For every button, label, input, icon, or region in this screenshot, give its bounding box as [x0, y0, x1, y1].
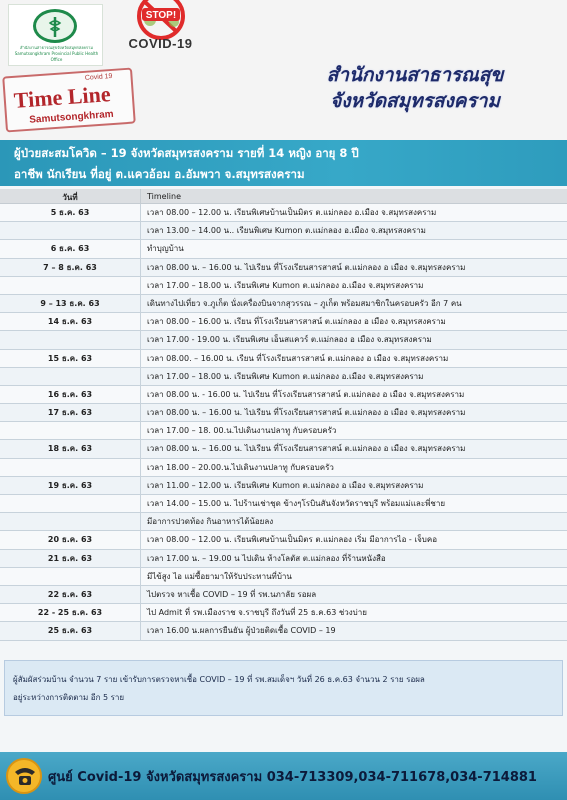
column-header-timeline: Timeline — [140, 189, 181, 204]
table-row — [0, 222, 567, 240]
row-timeline-text: เวลา 08.00 – 12.00 น. เรียนพิเศษบ้านเป็นมิตร ต.แม่กลอง อ.เมือง จ.สมุทรสงคราม — [140, 204, 567, 221]
row-date: 20 ธ.ค. 63 — [47, 535, 93, 545]
row-timeline-text: เวลา 13.00 – 14.00 น.. เรียนพิเศษ Kumon ต.แม่กลอง อ.เมือง จ.สมุทรสงคราม — [140, 222, 567, 239]
row-timeline-text: เวลา 08.00 น. – 16.00 น. ไปเรียน ที่โรงเรียนสารสาสน์ ต.แม่กลอง อ เมือง จ.สมุทรสงคราม — [140, 440, 567, 457]
row-date — [0, 568, 140, 585]
table-row — [0, 240, 567, 258]
row-date: 9 – 13 ธ.ค. 63 — [40, 298, 100, 308]
org-title-line1: สำนักงานสาธารณสุข — [326, 64, 504, 86]
org-title-line2: จังหวัดสมุทรสงคราม — [330, 90, 500, 112]
page-footer — [0, 752, 567, 800]
row-timeline-text: เวลา 11.00 – 12.00 น. เรียนพิเศษ Kumon ต.แม่กลอง อ เมือง จ.สมุทรสงคราม — [140, 477, 567, 494]
row-timeline-text: เดินทางไปเที่ยว จ.ภูเก็ต นั่งเครื่องบินจากสุวรรณ – ภูเก็ต พร้อมสมาชิกในครอบครัว อีก 7 คน — [140, 295, 567, 312]
table-row — [0, 604, 567, 622]
patient-info-banner — [0, 140, 567, 186]
contact-summary — [4, 660, 563, 716]
table-row — [0, 495, 567, 513]
table-row — [0, 622, 567, 640]
row-timeline-text: เวลา 08.00 – 12.00 น. เรียนพิเศษบ้านเป็นมิตร ต.แม่กลอง เริ่ม มีอาการไอ - เจ็บคอ — [140, 531, 567, 548]
row-date: 19 ธ.ค. 63 — [47, 480, 93, 490]
timeline-badge — [2, 68, 136, 133]
row-date — [0, 277, 140, 294]
summary-line2: อยู่ระหว่างการติดตาม อีก 5 ราย — [13, 693, 125, 702]
table-row — [0, 586, 567, 604]
timeline-table — [0, 189, 567, 641]
health-office-logo — [8, 4, 103, 66]
row-date: 22 - 25 ธ.ค. 63 — [37, 608, 103, 618]
row-date — [0, 422, 140, 439]
patient-info-line1: ผู้ป่วยสะสมโควิด – 19 จังหวัดสมุทรสงคราม รายที่ 14 หญิง อายุ 8 ปี — [14, 146, 359, 160]
row-date: 14 ธ.ค. 63 — [47, 317, 93, 327]
table-row — [0, 313, 567, 331]
hotline-text: ศูนย์ Covid-19 จังหวัดสมุทรสงคราม 034-713309,034-711678,034-714881 — [48, 770, 537, 785]
org-title — [270, 62, 560, 114]
table-row — [0, 350, 567, 368]
row-date: 21 ธ.ค. 63 — [47, 553, 93, 563]
health-emblem-icon — [33, 9, 77, 43]
row-date: 7 – 8 ธ.ค. 63 — [43, 262, 97, 272]
row-timeline-text: เวลา 18.00 – 20.00.น.ไปเดินงานปลาทู กับครอบครัว — [140, 459, 567, 476]
row-timeline-text: เวลา 17.00 - 19.00 น. เรียนพิเศษ เอ็นสแควร์ ต.แม่กลอง อ เมือง จ.สมุทรสงคราม — [140, 331, 567, 348]
row-date: 22 ธ.ค. 63 — [47, 589, 93, 599]
row-date: 17 ธ.ค. 63 — [47, 408, 93, 418]
table-row — [0, 259, 567, 277]
timeline-badge-small: Covid 19 — [84, 72, 113, 82]
row-timeline-text: เวลา 17.00 น. – 19.00 น ไปเดิน ห้างโลตัส ต.แม่กลอง ที่ร้านหนังสือ — [140, 550, 567, 567]
table-row — [0, 331, 567, 349]
table-row — [0, 295, 567, 313]
patient-info-line2: อาชีพ นักเรียน ที่อยู่ ต.แควอ้อม อ.อัมพวา จ.สมุทรสงคราม — [14, 167, 305, 181]
table-row — [0, 477, 567, 495]
timeline-badge-main: Time Line — [13, 81, 112, 113]
row-timeline-text: เวลา 08.00 น. – 16.00 น. ไปเรียน ที่โรงเรียนสารสาสน์ ต.แม่กลอง อ เมือง จ.สมุทรสงคราม — [140, 404, 567, 421]
page-header — [0, 0, 567, 140]
table-row — [0, 440, 567, 458]
phone-icon — [6, 758, 42, 794]
row-timeline-text: ไป Admit ที่ รพ.เมืองราช จ.ราชบุรี ถึงวันที่ 25 ธ.ค.63 ช่วงบ่าย — [140, 604, 567, 621]
table-row — [0, 550, 567, 568]
row-date: 16 ธ.ค. 63 — [47, 389, 93, 399]
table-header — [0, 189, 567, 204]
timeline-badge-sub: Samutsongkhram — [28, 108, 114, 126]
table-row — [0, 368, 567, 386]
row-date: 6 ธ.ค. 63 — [50, 244, 90, 254]
row-timeline-text: เวลา 17.00 – 18.00 น. เรียนพิเศษ Kumon ต.แม่กลอง อ.เมือง จ.สมุทรสงคราม — [140, 368, 567, 385]
row-timeline-text: ทำบุญบ้าน — [140, 240, 567, 257]
row-timeline-text: เวลา 17.00 – 18. 00.น.ไปเดินงานปลาทู กับครอบครัว — [140, 422, 567, 439]
table-row — [0, 422, 567, 440]
table-row — [0, 568, 567, 586]
row-timeline-text: เวลา 14.00 – 15.00 น. ไปร้านเช่าชุด ข้างๆโรบินสันจังหวัดราชบุรี พร้อมแม่และพี่ชาย — [140, 495, 567, 512]
row-date — [0, 513, 140, 530]
column-header-date: วันที่ — [62, 193, 78, 202]
row-timeline-text: มีอาการปวดท้อง กินอาหารได้น้อยลง — [140, 513, 567, 530]
covid-label: COVID-19 — [128, 36, 193, 51]
table-row — [0, 404, 567, 422]
table-row — [0, 531, 567, 549]
row-timeline-text: มีไข้สูง ไอ แม่ซื้อยามาให้รับประทานที่บ้าน — [140, 568, 567, 585]
table-row — [0, 459, 567, 477]
row-date — [0, 495, 140, 512]
row-timeline-text: ไปตรวจ หาเชื้อ COVID – 19 ที่ รพ.นภาลัย รอผล — [140, 586, 567, 603]
row-timeline-text: เวลา 16.00 น.ผลการยืนยัน ผู้ป่วยติดเชื้อ COVID – 19 — [140, 622, 567, 639]
row-timeline-text: เวลา 08.00 น. – 16.00 น. ไปเรียน ที่โรงเรียนสารสาสน์ ต.แม่กลอง อ เมือง จ.สมุทรสงคราม — [140, 259, 567, 276]
row-date — [0, 368, 140, 385]
row-date — [0, 459, 140, 476]
stop-covid-graphic — [112, 0, 210, 40]
table-body — [0, 204, 567, 641]
table-row — [0, 513, 567, 531]
table-row — [0, 204, 567, 222]
row-timeline-text: เวลา 08.00. – 16.00 น. เรียน ที่โรงเรียนสารสาสน์ ต.แม่กลอง อ เมือง จ.สมุทรสงคราม — [140, 350, 567, 367]
table-row — [0, 386, 567, 404]
logo-caption: สำนักงานสาธารณสุขจังหวัดสมุทรสงคราม Samutsongkhram Provincial Public Health Office — [14, 45, 99, 62]
row-timeline-text: เวลา 08.00 น. - 16.00 น. ไปเรียน ที่โรงเรียนสารสาสน์ ต.แม่กลอง อ เมือง จ.สมุทรสงคราม — [140, 386, 567, 403]
row-date: 15 ธ.ค. 63 — [47, 353, 93, 363]
table-row — [0, 277, 567, 295]
row-date: 25 ธ.ค. 63 — [47, 626, 93, 636]
row-date — [0, 331, 140, 348]
summary-line1: ผู้สัมผัสร่วมบ้าน จำนวน 7 ราย เข้ารับการตรวจหาเชื้อ COVID – 19 ที่ รพ.สมเด็จฯ วันที่ 26 ธ.ค.63 จำนวน 2 ราย รอผล — [13, 675, 425, 684]
row-timeline-text: เวลา 17.00 – 18.00 น. เรียนพิเศษ Kumon ต.แม่กลอง อ.เมือง จ.สมุทรสงคราม — [140, 277, 567, 294]
row-date: 5 ธ.ค. 63 — [50, 208, 90, 217]
row-date — [0, 222, 140, 239]
stop-text: STOP! — [145, 10, 177, 21]
row-date: 18 ธ.ค. 63 — [47, 444, 93, 454]
row-timeline-text: เวลา 08.00 – 16.00 น. เรียน ที่โรงเรียนสารสาสน์ ต.แม่กลอง อ เมือง จ.สมุทรสงคราม — [140, 313, 567, 330]
